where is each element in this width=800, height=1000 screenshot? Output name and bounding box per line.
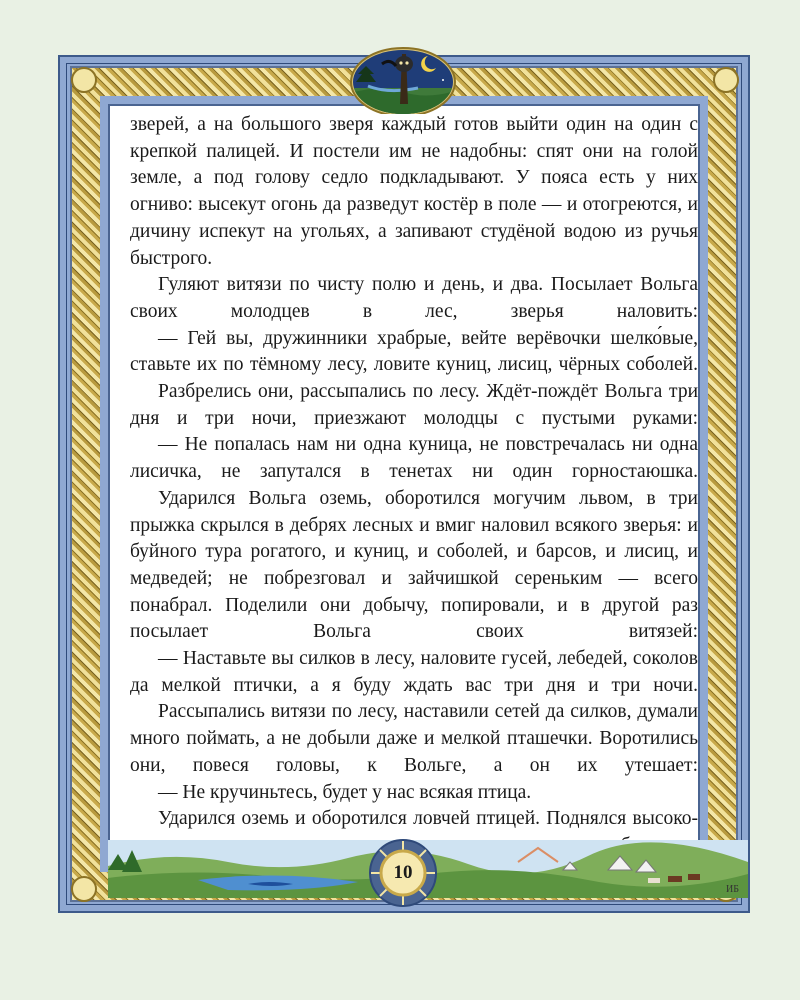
paragraph: Рассыпались витязи по лесу, наставили сетей да силков, думали много поймать, а не добыли даже и мелкой пташечки. Воротились они, повеся головы, к Вольге, а он их утешает: bbox=[130, 701, 698, 776]
corner-ornament-icon bbox=[71, 67, 97, 93]
paragraph: зверей, а на большого зверя каждый готов выйти один на один с крепкой палицей. И постели им не надобны: спят они на голой земле, а под голову седло подкладывают. У пояса есть у них огниво: высекут огонь да разведут костёр в поле — и отогреются, и дичину испекут на угольях, а запивают студёной водою из ручья быстрого. bbox=[130, 114, 698, 269]
dialogue-paragraph: — Не кручиньтесь, будет у нас всякая птица. bbox=[158, 781, 532, 803]
svg-text:ИБ: ИБ bbox=[726, 884, 739, 895]
paragraph: Разбрелись они, рассыпались по лесу. Ждёт-пождёт Вольга три дня и три ночи, приезжают молодцы с пустыми руками: bbox=[130, 381, 698, 429]
dialogue-paragraph: — Наставьте вы силков в лесу, наловите гусей, лебедей, соколов да мелкой птички, а я буду ждать вас три дня и три ночи. bbox=[130, 648, 698, 696]
paragraph: Ударился Вольга оземь, оборотился могучим львом, в три прыжка скрылся в дебрях лесных и вмиг наловил всякого зверья: и буйного тура рогатого, и куниц, и соболей, и барсов, и лисиц, и медведей; не побрезговал и зайчишкой сереньким — всего понабрал. Поделили они добычу, попировали, и в другой раз посылает Вольга своих витязей: bbox=[130, 487, 698, 643]
paragraph: Гуляют витязи по чисту полю и день, и два. Посылает Вольга своих молодцев в лес, зверья наловить: bbox=[130, 274, 698, 322]
night-forest-vignette-icon bbox=[348, 44, 458, 114]
paragraph: Ударился оземь и оборотился ловчей птицей. Поднялся высоко- bbox=[158, 808, 698, 830]
body-text bbox=[130, 112, 698, 860]
corner-ornament-icon bbox=[71, 876, 97, 902]
dialogue-paragraph: — Не попалась нам ни одна куница, не повстречалась ни одна лисичка, не запутался в тенетах ни один горностаюшка. bbox=[130, 434, 698, 483]
dialogue-paragraph: — Гей вы, дружинники храбрые, вейте верёвочки шелко́вые, ставьте их по тёмному лесу, ловите куниц, лисиц, чёрных соболей. bbox=[130, 327, 698, 376]
corner-ornament-icon bbox=[713, 67, 739, 93]
page-number: 10 bbox=[393, 862, 413, 883]
